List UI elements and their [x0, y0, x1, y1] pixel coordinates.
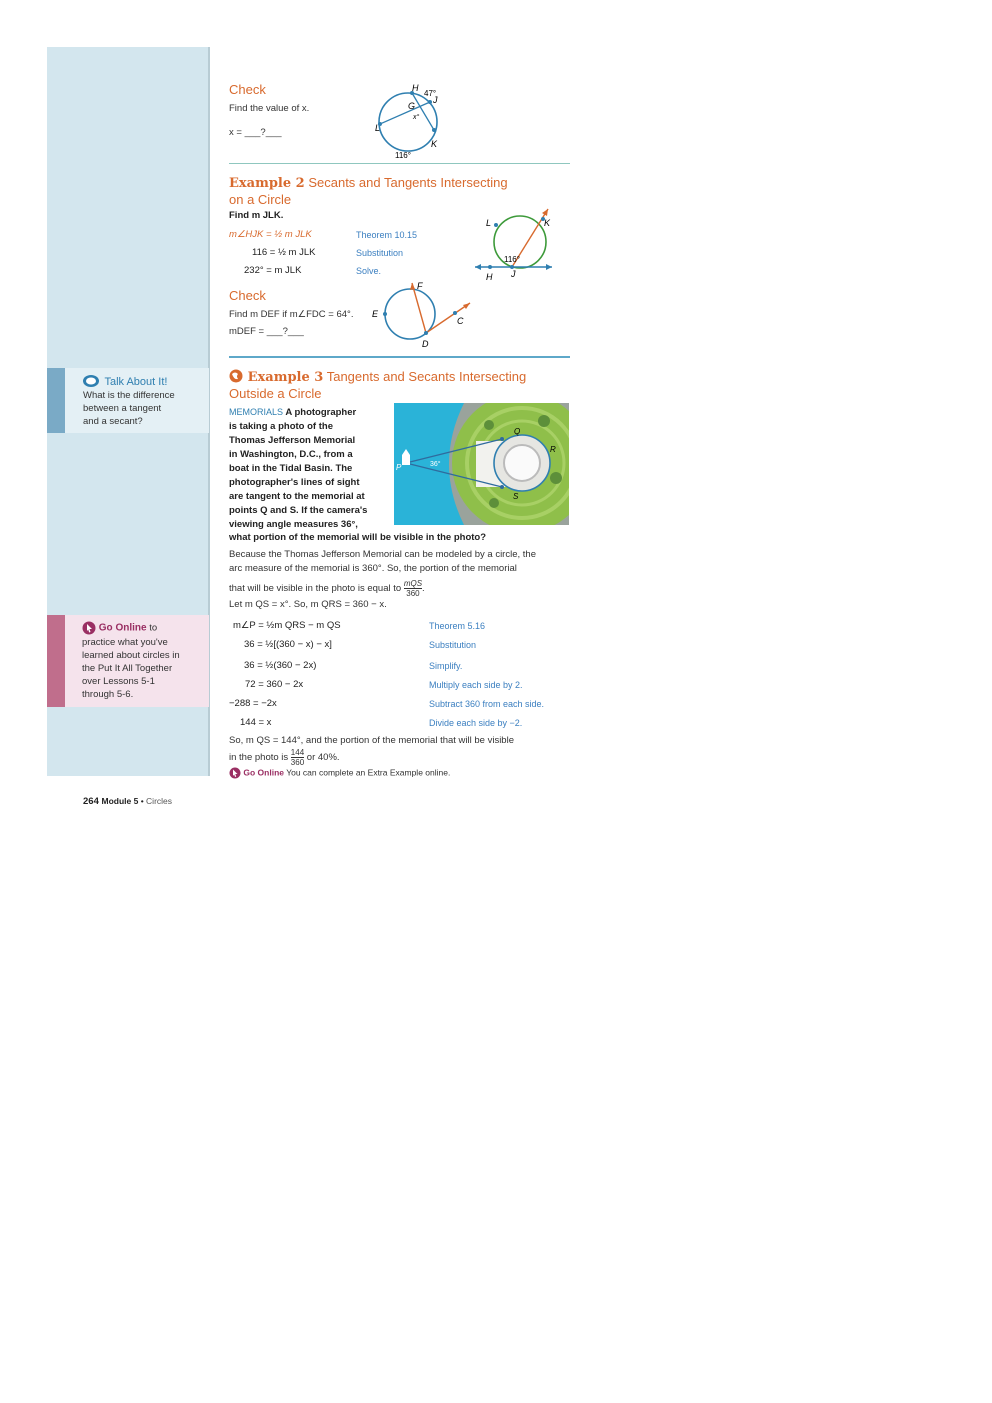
- example3-let: Let m QS = x°. So, m QRS = 360 − x.: [229, 599, 387, 610]
- online-text-line: through 5-6.: [82, 689, 134, 700]
- example3-title-text: Tangents and Secants Intersecting: [323, 369, 527, 384]
- talk-about-it-header: [82, 372, 167, 390]
- explain-line: Because the Thomas Jefferson Memorial can be modeled by a circle, the: [229, 549, 536, 560]
- globe-icon: [229, 369, 244, 383]
- label-D: D: [422, 339, 429, 349]
- cursor-icon: [82, 621, 96, 635]
- example3-step-4: 72 = 360 − 2x: [245, 679, 304, 690]
- conclusion-line: So, m QS = 144°, and the portion of the memorial that will be visible: [229, 735, 514, 746]
- example3-reason-1: Theorem 5.16: [429, 621, 486, 631]
- label-P: P: [396, 463, 402, 472]
- label-Q: Q: [514, 427, 521, 436]
- label-G: G: [408, 101, 416, 111]
- go-online-text: You can complete an Extra Example online.: [284, 767, 451, 778]
- example2-find: Find m JLK.: [229, 210, 284, 221]
- example3-step-5: −288 = −2x: [229, 698, 277, 709]
- go-online-text: [82, 636, 207, 701]
- online-text-line: the Put It All Together: [82, 663, 173, 674]
- check1-prompt: Find the value of x.: [229, 103, 310, 114]
- fraction-num: mQS: [403, 579, 423, 588]
- footer-topic: Circles: [146, 796, 173, 806]
- example3-label: Example 3: [247, 370, 324, 385]
- label-116: 116°: [395, 151, 411, 160]
- example3-question: what portion of the memorial will be visible in the photo?: [229, 532, 487, 543]
- online-text-line: over Lessons 5-1: [82, 676, 155, 687]
- example3-title-line2: Outside a Circle: [229, 386, 322, 401]
- conclusion-end: or 40%.: [304, 751, 340, 763]
- label-L: L: [375, 123, 381, 133]
- chat-bubble-icon: [82, 374, 100, 388]
- talk-about-it-bar: [47, 368, 65, 433]
- extra-example-link[interactable]: [229, 767, 450, 779]
- talk-text-line: between a tangent: [83, 403, 162, 414]
- label-S: S: [513, 492, 519, 501]
- label-R: R: [550, 445, 556, 454]
- example2-step-2: 116 = ½ m JLK: [252, 247, 316, 258]
- label-C: C: [457, 316, 464, 326]
- problem-line: photographer's lines of sight: [229, 477, 360, 488]
- example3-step-6: 144 = x: [240, 717, 272, 728]
- module-label: Module 5: [101, 796, 139, 806]
- talk-text-line: What is the difference: [83, 390, 175, 401]
- example3-explanation: Because the Thomas Jefferson Memorial can be modeled by a circle, the arc measure of the memorial is 360°. So, the portion of the memorial that will be visible in the photo is equal to mQS 360 .: [229, 548, 589, 598]
- divider: [229, 163, 570, 164]
- example3-reason-6: Divide each side by −2.: [429, 718, 523, 728]
- talk-about-it-title: Talk About It!: [104, 376, 168, 388]
- check1-answer: x = ___?___: [229, 127, 282, 138]
- example2-step-3: 232° = m JLK: [244, 265, 302, 276]
- check2-heading: Check: [229, 288, 266, 303]
- example3-reason-2: Substitution: [429, 640, 477, 650]
- example2-label: Example 2: [229, 176, 305, 191]
- problem-line: in Washington, D.C., from a: [229, 449, 353, 460]
- problem-line: points Q and S. If the camera's: [229, 505, 368, 516]
- fraction-num: 144: [290, 747, 305, 757]
- label-K: K: [431, 139, 438, 149]
- example2-reason-1: Theorem 10.15: [356, 230, 418, 240]
- online-text-line: learned about circles in: [82, 650, 180, 661]
- check2-prompt: Find m DEF if m∠FDC = 64°.: [229, 309, 354, 320]
- check2-diagram: [368, 278, 478, 350]
- label-J: J: [511, 269, 516, 279]
- example3-tag: MEMORIALS: [229, 407, 284, 417]
- label-E: E: [372, 309, 379, 319]
- go-online-label[interactable]: Go Online: [243, 767, 284, 778]
- example3-reason-5: Subtract 360 from each side.: [429, 699, 545, 709]
- memorial-photo: [394, 403, 569, 525]
- problem-line: is taking a photo of the: [229, 421, 333, 432]
- explain-line: arc measure of the memorial is 360°. So, the portion of the memorial: [229, 562, 517, 574]
- go-online-title[interactable]: Go Online: [98, 622, 147, 634]
- conclusion-fraction: [291, 748, 304, 767]
- cursor-icon: [229, 767, 241, 779]
- label-x: x°: [413, 114, 420, 121]
- example2-reason-2: Substitution: [356, 248, 404, 258]
- label-H: H: [412, 83, 419, 93]
- label-H: H: [486, 272, 493, 282]
- problem-line: A photographer: [285, 407, 357, 418]
- example2-title: [229, 175, 549, 208]
- label-116: 116°: [504, 255, 520, 264]
- problem-line: viewing angle measures 36°,: [229, 519, 358, 530]
- footer-separator: •: [138, 796, 147, 806]
- fraction: [404, 579, 422, 598]
- label-J: J: [433, 95, 438, 105]
- example3-conclusion: [229, 734, 589, 767]
- label-36: 36°: [430, 461, 441, 468]
- example3-title: [229, 369, 569, 402]
- page-number: 264: [83, 796, 99, 807]
- example3-step-3: 36 = ½(360 − 2x): [244, 660, 317, 671]
- talk-about-it-text: [83, 389, 203, 428]
- example3-step-2: 36 = ½[(360 − x) − x]: [244, 639, 332, 650]
- label-47: 47°: [424, 89, 437, 98]
- example2-diagram: [470, 205, 560, 283]
- example2-reason-3: Solve.: [356, 266, 382, 276]
- example3-step-1: m∠P = ½m QRS − m QS: [233, 620, 341, 631]
- page-footer: [83, 796, 172, 807]
- fraction-den: 360: [406, 589, 420, 598]
- example2-title-text: Secants and Tangents Intersecting: [304, 175, 508, 190]
- divider: [229, 356, 570, 358]
- go-online-header[interactable]: [82, 621, 157, 635]
- example3-reason-4: Multiply each side by 2.: [429, 680, 523, 690]
- explain-line: that will be visible in the photo is equal to: [229, 583, 402, 595]
- example3-reason-3: Simplify.: [429, 661, 463, 671]
- label-K: K: [544, 218, 551, 228]
- example3-problem: [229, 405, 394, 532]
- check1-heading: Check: [229, 82, 266, 97]
- fraction-den: 360: [290, 757, 305, 767]
- label-L: L: [486, 218, 492, 228]
- problem-line: boat in the Tidal Basin. The: [229, 463, 353, 474]
- talk-text-line: and a secant?: [83, 416, 143, 427]
- problem-line: are tangent to the memorial at: [229, 491, 365, 502]
- example2-step-1: m∠HJK = ½ m JLK: [229, 229, 312, 240]
- go-online-to: to: [146, 622, 158, 634]
- online-text-line: practice what you've: [82, 637, 168, 648]
- check1-diagram: [370, 80, 460, 162]
- conclusion-line: in the photo is: [229, 751, 289, 763]
- go-online-bar: [47, 615, 65, 707]
- check2-answer: mDEF = ___?___: [229, 326, 304, 337]
- example2-title-line2: on a Circle: [229, 192, 292, 207]
- problem-line: Thomas Jefferson Memorial: [229, 435, 356, 446]
- label-F: F: [417, 281, 423, 291]
